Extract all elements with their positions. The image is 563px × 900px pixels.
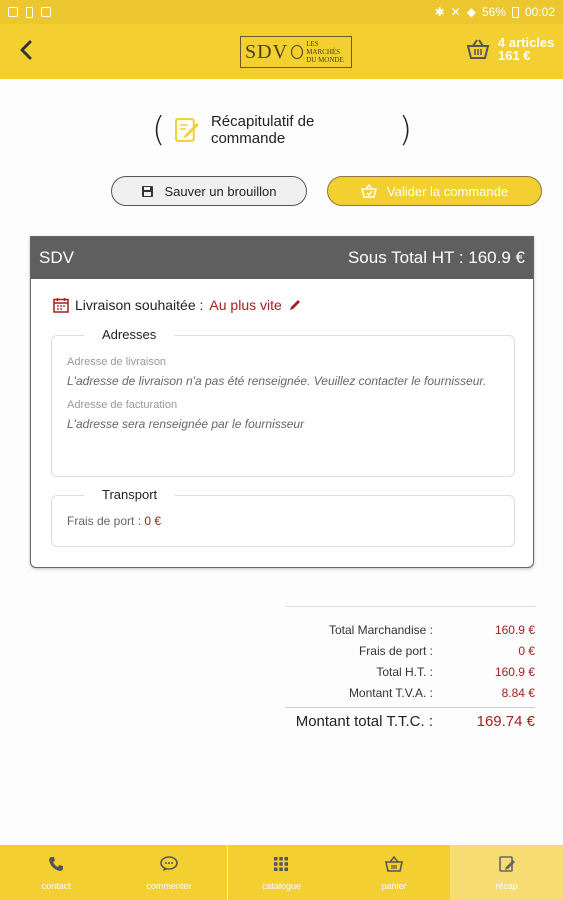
chat-icon: [160, 855, 178, 873]
app-header: [0, 24, 563, 79]
totals-row: [285, 619, 535, 640]
order-panel: [30, 236, 534, 568]
edit-icon: [498, 855, 516, 873]
grand-total-value: 169.74 €: [476, 712, 535, 730]
page-title: [152, 112, 412, 148]
shipping-address-text: L'adresse de livraison n'a pas été renseignée. Veuillez contacter le fournisseur.: [67, 374, 487, 388]
phone-icon: [48, 855, 64, 873]
total-ht-value: 160.9 €: [494, 664, 535, 679]
cart-total: 161 €: [498, 48, 531, 63]
shipping-fee-value: 0 €: [144, 514, 162, 528]
grid-icon: [273, 855, 289, 873]
wifi-icon: ◆: [466, 5, 476, 19]
grand-total-row: [285, 708, 535, 734]
delivery-preference[interactable]: [53, 297, 302, 313]
bluetooth-icon: ✱: [434, 5, 445, 19]
nav-recap-label: récap: [495, 880, 518, 891]
title-right-paren: ): [398, 110, 412, 150]
brand-logo: [240, 36, 352, 68]
nav-catalogue[interactable]: [225, 845, 338, 900]
nav-contact-label: contact: [41, 880, 71, 891]
shipping-total-label: Frais de port :: [358, 643, 433, 658]
nav-comment-label: commenter: [146, 880, 192, 891]
basket-check-icon: [361, 184, 377, 198]
status-icons-left: [8, 7, 51, 18]
back-arrow-icon: [19, 40, 33, 60]
logo-tag-line-2: DU MONDE: [306, 56, 344, 64]
notification-icon: [41, 7, 51, 17]
totals-row: [285, 640, 535, 661]
status-icons-right: [435, 5, 555, 19]
battery-percent: 56%: [481, 5, 506, 19]
delivery-label: Livraison souhaitée :: [75, 297, 204, 313]
transport-section: [51, 487, 515, 547]
pencil-icon[interactable]: [288, 298, 302, 312]
addresses-section: [51, 327, 515, 477]
transport-legend: Transport: [84, 487, 175, 502]
logo-tagline: [306, 40, 347, 64]
supplier-name: SDV: [39, 248, 74, 267]
totals-row: [285, 661, 535, 682]
save-draft-button[interactable]: [111, 176, 307, 206]
total-goods-value: 160.9 €: [494, 622, 535, 637]
title-inner: [165, 113, 398, 147]
shipping-fee-row: [67, 514, 161, 528]
vat-label: Montant T.V.A. :: [348, 685, 433, 700]
shipping-fee-label: Frais de port :: [67, 514, 142, 528]
clock: 00:02: [524, 5, 555, 19]
order-subtotal: Sous Total HT : 160.9 €: [347, 248, 525, 267]
delivery-value: Au plus vite: [209, 297, 282, 313]
status-bar: [0, 0, 563, 24]
basket-icon: [466, 38, 490, 60]
nav-basket-label: panier: [381, 880, 407, 891]
title-text: Récapitulatif de commande: [210, 113, 315, 147]
nav-recap[interactable]: [450, 845, 563, 900]
gallery-icon: [8, 7, 18, 17]
bottom-navigation: [0, 845, 563, 900]
battery-icon: [512, 7, 519, 18]
addresses-content: [67, 356, 497, 434]
total-goods-label: Total Marchandise :: [328, 622, 433, 637]
grand-total-label: Montant total T.T.C. :: [295, 712, 433, 730]
logo-tag-line-1: LES MARCHÉS: [306, 40, 341, 56]
logo-main-text: SDV: [245, 40, 289, 63]
totals-row: [285, 682, 535, 703]
mute-icon: ✕: [450, 5, 461, 19]
nav-contact[interactable]: [0, 845, 113, 900]
billing-address-label: Adresse de facturation: [67, 399, 178, 411]
billing-address-text: L'adresse sera renseignée par le fournisseur: [67, 417, 305, 431]
battery-saver-icon: [26, 7, 33, 18]
validate-order-label: Valider la commande: [386, 183, 509, 199]
order-panel-header: [31, 237, 533, 279]
floppy-disk-icon: [141, 185, 154, 198]
total-ht-label: Total H.T. :: [376, 664, 433, 679]
title-left-paren: (: [152, 110, 166, 150]
cart-text: [498, 36, 554, 62]
cart-count: 4 articles: [498, 35, 555, 50]
addresses-legend: Adresses: [84, 327, 174, 342]
back-button[interactable]: [12, 36, 40, 64]
cart-summary-button[interactable]: [466, 36, 554, 62]
validate-order-button[interactable]: [327, 176, 542, 206]
shipping-address-label: Adresse de livraison: [67, 356, 167, 368]
nav-catalogue-label: catalogue: [261, 880, 301, 891]
calendar-icon: [53, 297, 69, 313]
shipping-total-value: 0 €: [518, 643, 535, 658]
vat-value: 8.84 €: [501, 685, 535, 700]
order-totals: [285, 606, 535, 734]
edit-note-icon: [173, 116, 201, 144]
nav-basket[interactable]: [338, 845, 451, 900]
basket-nav-icon: [385, 855, 403, 873]
nav-comment[interactable]: [113, 845, 226, 900]
globe-icon: [291, 45, 303, 59]
nav-divider: [227, 845, 228, 900]
save-draft-label: Sauver un brouillon: [164, 183, 277, 199]
